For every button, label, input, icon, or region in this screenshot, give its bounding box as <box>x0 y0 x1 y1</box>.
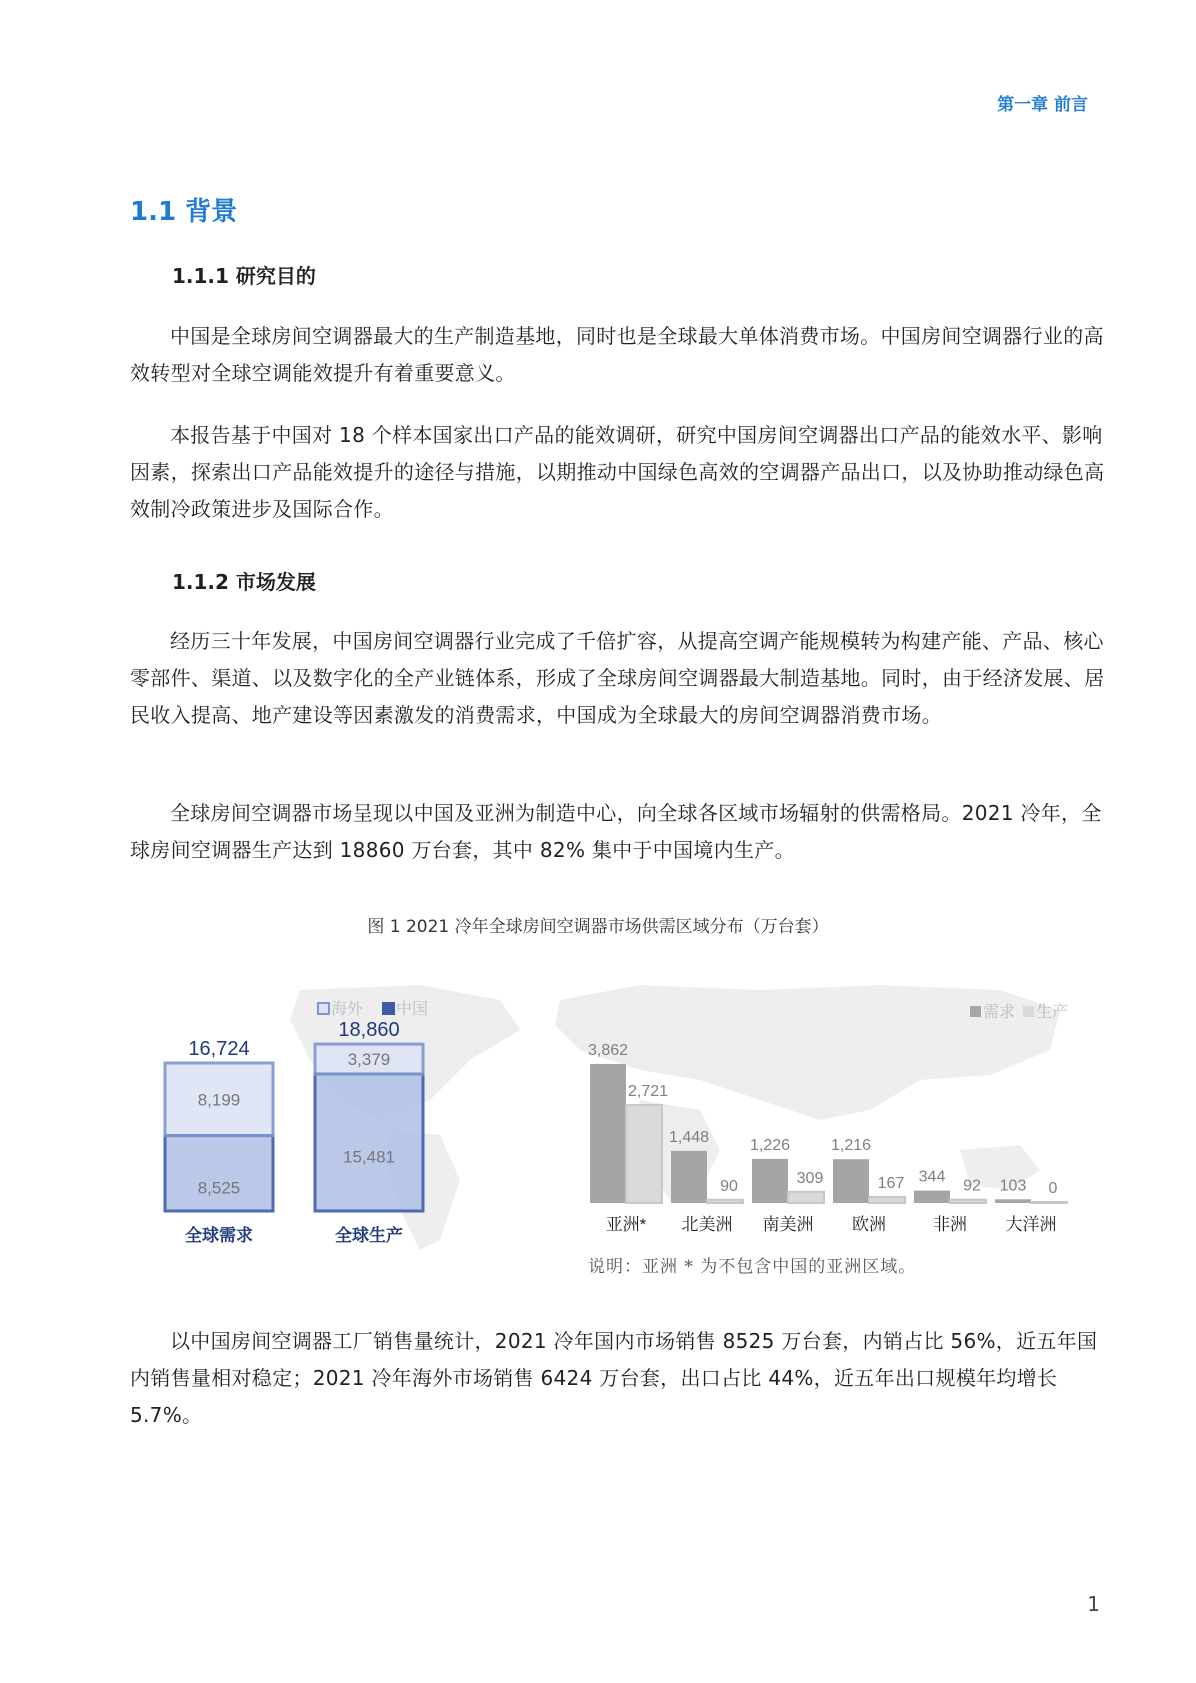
label-overseas-1: 3,379 <box>347 1050 391 1070</box>
category-label-2: 南美洲 <box>762 1215 814 1234</box>
label-total-1: 18,860 <box>338 1019 400 1042</box>
bar-production-2 <box>788 1192 824 1203</box>
label-demand-0: 3,862 <box>587 1041 629 1059</box>
label-china-0: 8,525 <box>197 1178 241 1198</box>
figure-note: 说明：亚洲 * 为不包含中国的亚洲区域。 <box>588 1257 917 1277</box>
legend-label-overseas: 海外 <box>331 1001 364 1018</box>
label-demand-3: 1,216 <box>830 1137 872 1155</box>
legend-label-production: 生产 <box>1036 1004 1069 1021</box>
page-number: 1 <box>1087 1592 1100 1616</box>
legend-swatch-demand <box>970 1006 981 1017</box>
legend-swatch-overseas <box>318 1003 329 1014</box>
paragraph-2: 本报告基于中国对 18 个样本国家出口产品的能效调研，研究中国房间空调器出口产品的能效水平、影响因素，探索出口产品能效提升的途径与措施，以期推动中国绿色高效的空调器产品出口，以及协助推动绿色高效制冷政策进步及国际合作。 <box>130 423 1105 521</box>
label-production-3: 167 <box>877 1174 905 1192</box>
section-title: 1.1 背景 <box>130 197 238 227</box>
subsection-title-research-purpose: 1.1.1 研究目的 <box>172 264 316 288</box>
legend-swatch-china <box>383 1003 394 1014</box>
bar-demand-0 <box>590 1064 626 1203</box>
chart-demand-production <box>165 1000 428 1245</box>
bar-china-1 <box>315 1074 423 1211</box>
bar-china-0 <box>165 1136 273 1211</box>
figure-chart <box>0 970 1196 1250</box>
subsection-title-market-development: 1.1.2 市场发展 <box>172 570 316 594</box>
bar-production-1 <box>707 1200 743 1203</box>
bar-demand-4 <box>914 1191 950 1203</box>
label-china-1: 15,481 <box>343 1147 395 1167</box>
label-overseas-0: 8,199 <box>197 1090 241 1110</box>
label-demand-2: 1,226 <box>749 1136 791 1154</box>
label-production-5: 0 <box>1048 1180 1058 1197</box>
label-demand-1: 1,448 <box>668 1128 710 1146</box>
category-label-5: 大洋洲 <box>1005 1215 1057 1234</box>
category-label-0: 全球需求 <box>185 1226 253 1245</box>
bar-production-4 <box>950 1200 986 1203</box>
bar-demand-5 <box>995 1199 1031 1203</box>
label-production-0: 2,721 <box>627 1083 669 1101</box>
chapter-header: 第一章 前言 <box>997 95 1088 115</box>
category-label-1: 北美洲 <box>681 1215 733 1234</box>
category-label-0: 亚洲* <box>605 1215 647 1234</box>
bar-demand-1 <box>671 1151 707 1203</box>
paragraph-4: 全球房间空调器市场呈现以中国及亚洲为制造中心，向全球各区域市场辐射的供需格局。2021 冷年，全球房间空调器生产达到 18860 万台套，其中 82% 集中于中国境内生产。 <box>130 801 1102 862</box>
bar-demand-3 <box>833 1159 869 1203</box>
paragraph-1: 中国是全球房间空调器最大的生产制造基地，同时也是全球最大单体消费市场。中国房间空调器行业的高效转型对全球空调能效提升有着重要意义。 <box>130 324 1104 385</box>
label-demand-4: 344 <box>918 1168 946 1186</box>
figure-title: 图 1 2021 冷年全球房间空调器市场供需区域分布（万台套） <box>367 917 829 937</box>
legend-label-demand: 需求 <box>983 1004 1016 1021</box>
paragraph-5: 以中国房间空调器工厂销售量统计，2021 冷年国内市场销售 8525 万台套，内销占比 56%，近五年国内销售量相对稳定；2021 冷年海外市场销售 6424 万台套，出口占比 44%，近五年出口规模年均增长 5.7%。 <box>130 1329 1098 1427</box>
label-production-4: 92 <box>963 1177 981 1195</box>
category-label-3: 欧洲 <box>852 1215 886 1234</box>
label-total-0: 16,724 <box>188 1037 250 1060</box>
paragraph-3: 经历三十年发展，中国房间空调器行业完成了千倍扩容，从提高空调产能规模转为构建产能、产品、核心零部件、渠道、以及数字化的全产业链体系，形成了全球房间空调器最大制造基地。同时，由于经济发展、居民收入提高、地产建设等因素激发的消费需求，中国成为全球最大的房间空调器消费市场。 <box>130 629 1105 727</box>
label-production-1: 90 <box>720 1177 738 1195</box>
category-label-1: 全球生产 <box>335 1226 403 1245</box>
bar-production-0 <box>626 1105 662 1203</box>
category-label-4: 非洲 <box>933 1215 967 1234</box>
legend-swatch-production <box>1023 1006 1034 1017</box>
bar-production-3 <box>869 1197 905 1203</box>
bar-production-5 <box>1031 1202 1067 1203</box>
bar-demand-2 <box>752 1159 788 1203</box>
legend-label-china: 中国 <box>396 1001 429 1018</box>
label-demand-5: 103 <box>999 1177 1027 1195</box>
label-production-2: 309 <box>796 1169 824 1187</box>
